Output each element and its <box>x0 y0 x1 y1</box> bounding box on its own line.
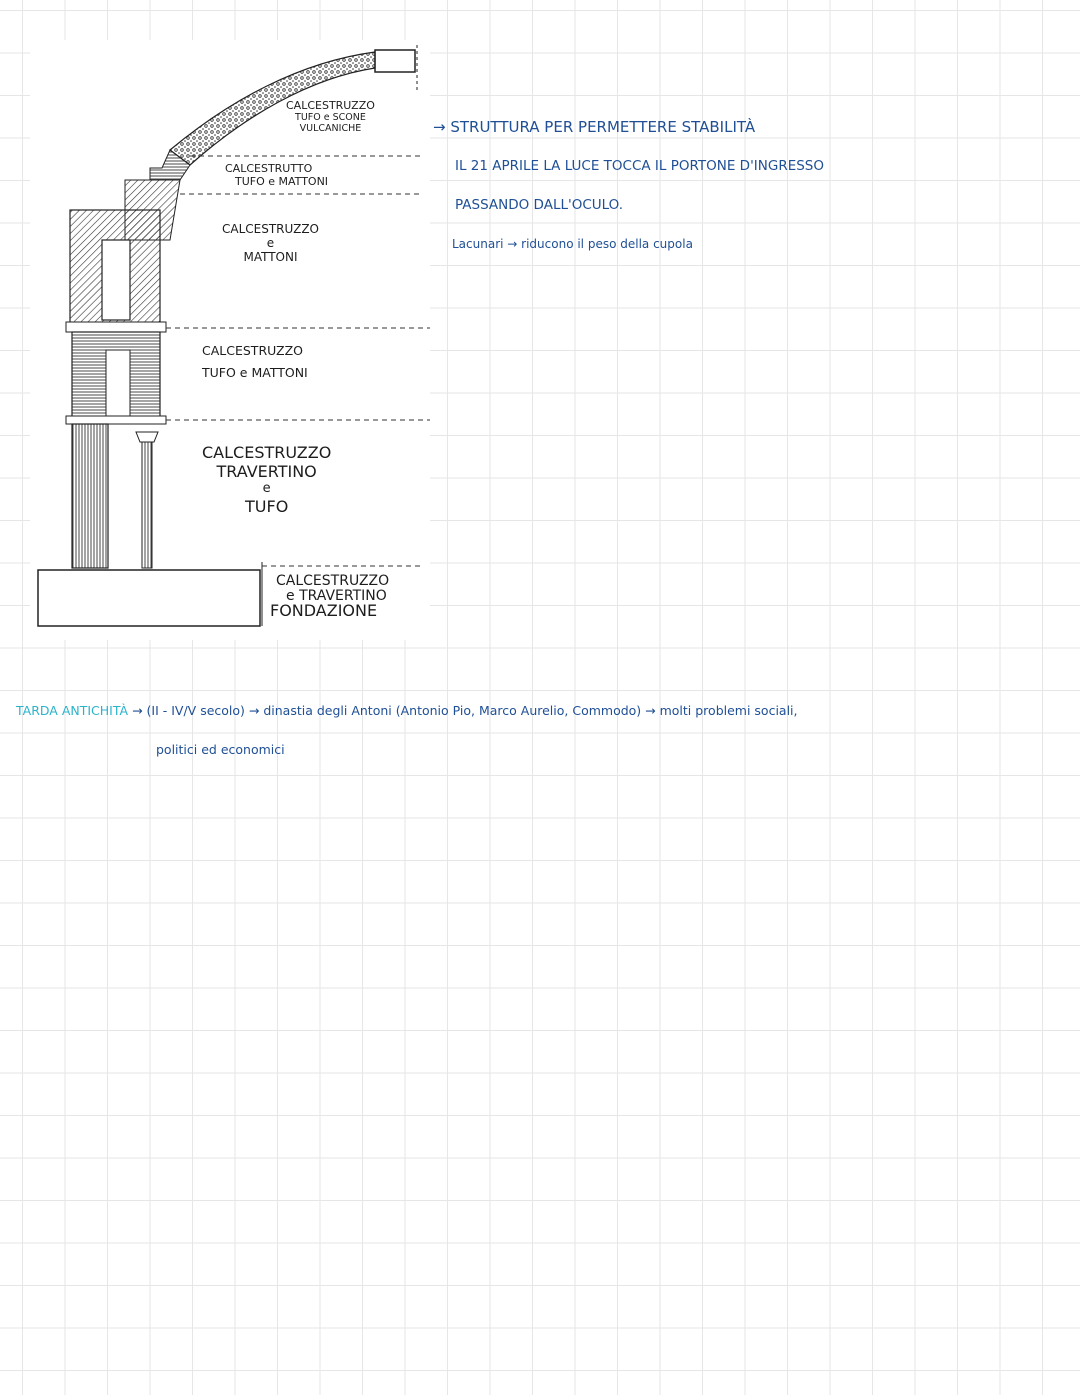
layer-label-line: e TRAVERTINO <box>286 587 387 604</box>
layer-label-rings <box>225 163 328 188</box>
layer-label-line: FONDAZIONE <box>270 601 378 621</box>
history-term: TARDA ANTICHITÀ <box>16 703 129 718</box>
layer-label-line: TUFO e SCONE <box>295 111 366 123</box>
layer-label-line: TUFO <box>245 496 289 516</box>
layer-label-attic <box>202 340 308 384</box>
upper-niche <box>102 240 130 320</box>
layer-label-lower <box>202 443 331 516</box>
history-line <box>16 703 798 718</box>
layer-label-line: CALCESTRUZZO <box>276 573 390 589</box>
history-line-continued: politici ed economici <box>156 742 285 757</box>
foundation-block <box>38 570 260 626</box>
layer-label-line: CALCESTRUZZO <box>286 99 375 112</box>
layer-label-line: TUFO e MATTONI <box>235 174 329 188</box>
note-light-portal: IL 21 APRILE LA LUCE TOCCA IL PORTONE D'INGRESSO <box>455 158 825 174</box>
layer-label-upper <box>222 223 319 264</box>
note-structure: → STRUTTURA PER PERMETTERE STABILITÀ <box>433 118 756 136</box>
note-oculus: PASSANDO DALL'OCULO. <box>455 197 624 213</box>
layer-label-line: CALCESTRUZZO <box>222 222 319 236</box>
layer-label-line: e <box>262 481 271 497</box>
pantheon-section-diagram <box>30 40 430 640</box>
layer-label-line: TRAVERTINO <box>216 462 317 482</box>
column-shaft <box>142 440 152 568</box>
layer-label-line: CALCESTRUZZO <box>202 343 304 358</box>
layer-label-dome <box>286 100 375 134</box>
layer-label-line: MATTONI <box>243 249 298 264</box>
history-text: → (II - IV/V secolo) → dinastia degli Antoni (Antonio Pio, Marco Aurelio, Commodo) → molti problemi sociali, <box>132 703 798 718</box>
layer-label-line: TUFO e MATTONI <box>202 364 308 380</box>
layer-label-line: CALCESTRUZZO <box>202 443 332 462</box>
layer-label-line: e <box>266 235 275 250</box>
column-capital <box>136 432 158 442</box>
layer-label-foundation <box>270 574 389 620</box>
layer-label-line: CALCESTRUTTO <box>225 162 313 175</box>
layer-label-line: VULCANICHE <box>299 122 362 134</box>
lower-pilasters <box>72 424 108 568</box>
note-lacunari: Lacunari → riducono il peso della cupola <box>452 237 693 251</box>
oculus-ring <box>375 50 415 72</box>
